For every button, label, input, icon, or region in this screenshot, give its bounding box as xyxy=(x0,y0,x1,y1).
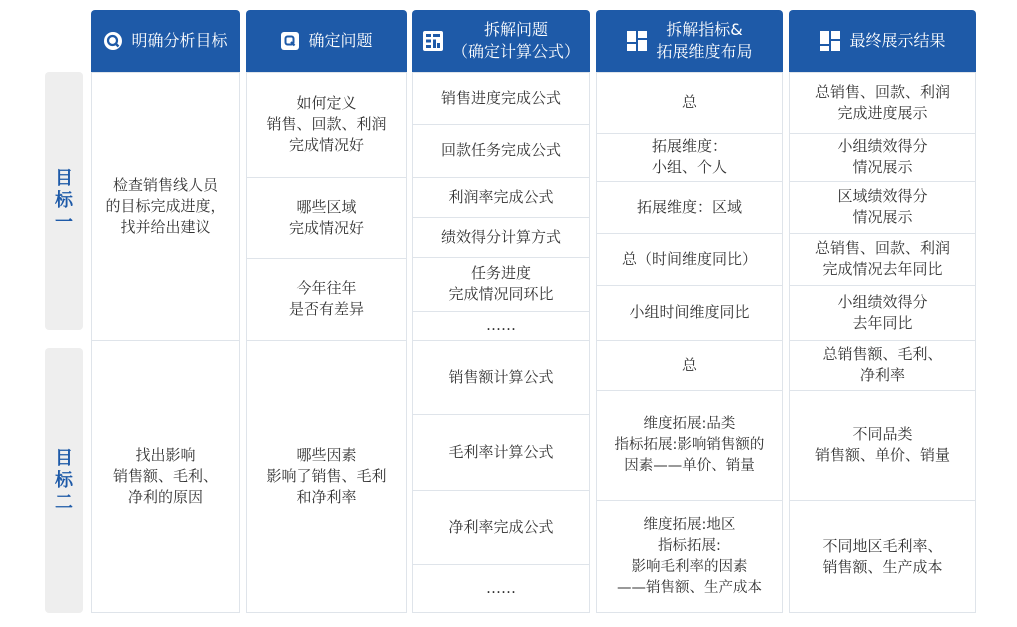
goal-1-dimension: 拓展维度： 小组、个人 xyxy=(651,137,727,176)
goal-1-label xyxy=(45,72,83,330)
goal-2-result: 不同品类 销售额、单价、销量 xyxy=(814,425,950,464)
goal-2-result: 不同地区毛利率、 销售额、生产成本 xyxy=(822,536,943,576)
header-label: 拆解问题 xyxy=(483,20,548,39)
goal-label-char: 一 xyxy=(55,212,73,233)
goal-2-dimension: 维度拓展:地区 指标拓展: 影响毛利率的因素 ——销售额、生产成本 xyxy=(617,516,762,596)
goal-2-formula: 毛利率计算公式 xyxy=(448,442,554,461)
goal-1-result: 区域绩效得分 情况展示 xyxy=(837,187,928,226)
goal-1-formula: …… xyxy=(486,316,516,334)
goal-1-objective: 检查销售线人员 的目标完成进度， 找并给出建议 xyxy=(105,175,226,236)
header-objective xyxy=(91,10,240,72)
goal-1-result: 小组绩效得分 去年同比 xyxy=(837,292,928,332)
goal-2-result: 总销售额、毛利、 净利率 xyxy=(822,345,943,384)
target-icon xyxy=(103,31,123,51)
goal-1-dimension: 总 xyxy=(681,93,697,111)
goal-1-formula: 回款任务完成公式 xyxy=(440,141,561,159)
goal-1-dimension: 小组时间维度同比 xyxy=(629,303,750,321)
formula-icon xyxy=(422,30,444,52)
header-question xyxy=(246,10,407,72)
goal-label-char: 目 xyxy=(55,168,73,189)
header-dimension xyxy=(596,10,783,72)
header-label: 确定问题 xyxy=(308,31,373,50)
goal-1-formula: 任务进度 完成情况同环比 xyxy=(448,264,554,303)
header-label: （确定计算公式） xyxy=(451,42,580,61)
goal-1-question: 哪些区域 完成情况好 xyxy=(288,197,364,237)
header-label: 拆解指标& xyxy=(666,20,743,39)
goal-label-char: 二 xyxy=(55,491,73,513)
question-icon xyxy=(280,31,300,51)
header-formula xyxy=(412,10,590,72)
goal-1-dimension: 总（时间维度同比） xyxy=(621,249,757,268)
header-result xyxy=(789,10,976,72)
header-label: 最终展示结果 xyxy=(849,31,946,50)
dashboard-icon xyxy=(819,30,841,52)
goal-2-label xyxy=(45,348,83,613)
goal-1-result: 小组绩效得分 情况展示 xyxy=(837,137,928,176)
goal-1-dimension: 拓展维度：区域 xyxy=(636,197,742,216)
goal-2-formula: 销售额计算公式 xyxy=(448,367,554,386)
goal-1-question: 如何定义 销售、回款、利润 完成情况好 xyxy=(266,94,387,154)
goal-label-char: 标 xyxy=(55,190,73,211)
goal-1-question: 今年往年 是否有差异 xyxy=(288,279,364,318)
goal-2-question: 哪些因素 影响了销售、毛利 和净利率 xyxy=(266,446,387,506)
goal-2-formula: …… xyxy=(486,579,516,597)
goal-label-char: 标 xyxy=(55,469,73,491)
goal-1-formula: 销售进度完成公式 xyxy=(440,88,561,107)
goal-2-formula: 净利率完成公式 xyxy=(448,517,554,536)
goal-2-dimension: 维度拓展:品类 指标拓展:影响销售额的 因素——单价、销量 xyxy=(614,415,765,474)
goal-2-objective: 找出影响 销售额、毛利、 净利的原因 xyxy=(112,446,218,506)
goal-1-result: 总销售、回款、利润 完成进度展示 xyxy=(814,82,950,122)
goal-1-formula: 利润率完成公式 xyxy=(448,187,554,206)
goal-label-char: 目 xyxy=(55,447,73,469)
header-label: 明确分析目标 xyxy=(131,31,228,50)
header-label: 拓展维度布局 xyxy=(656,42,753,61)
goal-1-formula: 绩效得分计算方式 xyxy=(440,227,561,246)
layout-icon xyxy=(626,30,648,52)
goal-1-result: 总销售、回款、利润 完成情况去年同比 xyxy=(814,239,950,278)
goal-2-dimension: 总 xyxy=(681,355,697,374)
